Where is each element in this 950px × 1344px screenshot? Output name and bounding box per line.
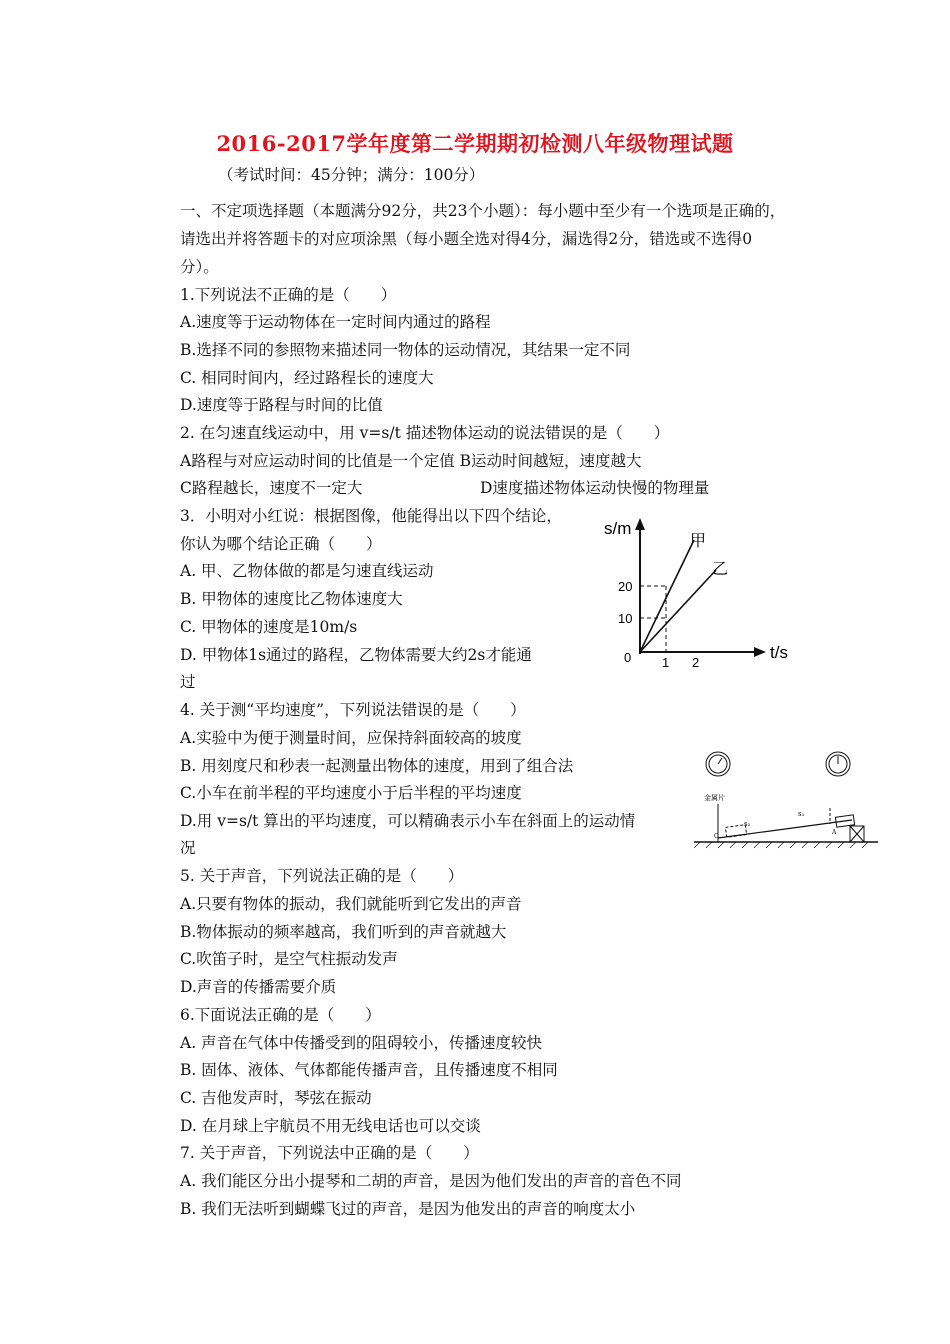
q6-option-b: B. 固体、液体、气体都能传播声音，且传播速度不相同: [180, 1061, 558, 1079]
q3-stem-line1: 3．小明对小红说：根据图像，他能得出以下四个结论，: [180, 507, 562, 525]
q3-option-d-line1: D. 甲物体1s通过的路程，乙物体需要大约2s才能通: [180, 646, 532, 664]
section-instructions-line1: 一、不定项选择题（本题满分92分，共23个小题）：每小题中至少有一个选项是正确的，: [180, 202, 786, 220]
incline-point-c: C: [714, 833, 719, 840]
q6-option-a: A. 声音在气体中传播受到的阻碍较小，传播速度较快: [180, 1034, 543, 1052]
q4-stem: 4. 关于测“平均速度”，下列说法错误的是（ ）: [180, 701, 526, 719]
q6-option-c: C. 吉他发声时，琴弦在振动: [180, 1089, 372, 1107]
q6-option-d: D. 在月球上宇航员不用无线电话也可以交谈: [180, 1117, 481, 1135]
incline-s1-label: s₁: [798, 810, 805, 818]
q5-option-d: D.声音的传播需要介质: [180, 978, 337, 996]
graph-line-jia-label: 甲: [690, 531, 707, 550]
q2-option-ab: A路程与对应运动时间的比值是一个定值 B运动时间越短，速度越大: [180, 452, 642, 470]
section-instructions-line3: 分）。: [180, 258, 219, 276]
section-instructions-line2: 请选出并将答题卡的对应项涂黑（每小题全选对得4分，漏选得2分，错选或不选得0: [180, 230, 753, 248]
q3-option-c: C. 甲物体的速度是10m/s: [180, 618, 358, 636]
q4-option-d-line1: D.用 v=s/t 算出的平均速度，可以精确表示小车在斜面上的运动情: [180, 812, 636, 830]
q2-stem: 2. 在匀速直线运动中，用 v=s/t 描述物体运动的说法错误的是（ ）: [180, 424, 670, 442]
q5-option-c: C.吹笛子时，是空气柱振动发声: [180, 950, 398, 968]
q3-option-d-line2: 过: [180, 673, 196, 691]
q7-stem: 7. 关于声音，下列说法中正确的是（ ）: [180, 1144, 479, 1162]
graph-x-label: t/s: [770, 643, 788, 662]
stopwatch-left-icon: [706, 752, 730, 776]
q1-stem: 1.下列说法不正确的是（ ）: [180, 286, 397, 304]
q5-stem: 5. 关于声音，下列说法正确的是（ ）: [180, 867, 464, 885]
graph-x-tick-2: 2: [692, 655, 700, 670]
q1-option-b: B.选择不同的参照物来描述同一物体的运动情况，其结果一定不同: [180, 341, 631, 359]
st-graph-figure: [598, 512, 808, 672]
q5-option-b: B.物体振动的频率越高，我们听到的声音就越大: [180, 923, 507, 941]
q1-option-a: A.速度等于运动物体在一定时间内通过的路程: [180, 313, 491, 331]
exam-title: 2016-2017学年度第二学期期初检测八年级物理试题: [216, 131, 734, 156]
q6-stem: 6.下面说法正确的是（ ）: [180, 1006, 381, 1024]
q3-stem-line2: 你认为哪个结论正确（ ）: [180, 535, 382, 553]
q3-option-a: A. 甲、乙物体做的都是匀速直线运动: [180, 562, 434, 580]
q1-option-c: C. 相同时间内，经过路程长的速度大: [180, 369, 434, 387]
incline-point-a: A: [832, 829, 837, 836]
incline-metal-label: 金属片: [704, 794, 725, 802]
graph-x-tick-1: 1: [662, 655, 670, 670]
graph-origin: 0: [624, 650, 632, 665]
graph-y-label: s/m: [604, 519, 632, 538]
exam-info: （考试时间：45分钟；满分：100分）: [218, 166, 485, 184]
q4-option-a: A.实验中为便于测量时间，应保持斜面较高的坡度: [180, 729, 522, 747]
q4-option-b: B. 用刻度尺和秒表一起测量出物体的速度，用到了组合法: [180, 757, 574, 775]
graph-y-tick-20: 20: [618, 579, 633, 594]
incline-s2-label: s₂: [744, 820, 751, 828]
q1-option-d: D.速度等于路程与时间的比值: [180, 396, 383, 414]
q7-option-b: B. 我们无法听到蝴蝶飞过的声音，是因为他发出的声音的响度太小: [180, 1200, 636, 1218]
q2-option-c: C路程越长，速度不一定大: [180, 479, 363, 497]
graph-y-tick-10: 10: [618, 611, 633, 626]
q2-option-d: D速度描述物体运动快慢的物理量: [480, 479, 710, 497]
q3-option-b: B. 甲物体的速度比乙物体速度大: [180, 590, 403, 608]
graph-line-yi-label: 乙: [712, 559, 729, 578]
q4-option-c: C.小车在前半程的平均速度小于后半程的平均速度: [180, 784, 522, 802]
q7-option-a: A. 我们能区分出小提琴和二胡的声音，是因为他们发出的声音的音色不同: [180, 1172, 682, 1190]
q5-option-a: A.只要有物体的振动，我们就能听到它发出的声音: [180, 895, 522, 913]
q4-option-d-line2: 况: [180, 839, 196, 857]
incline-experiment-figure: [690, 748, 880, 852]
